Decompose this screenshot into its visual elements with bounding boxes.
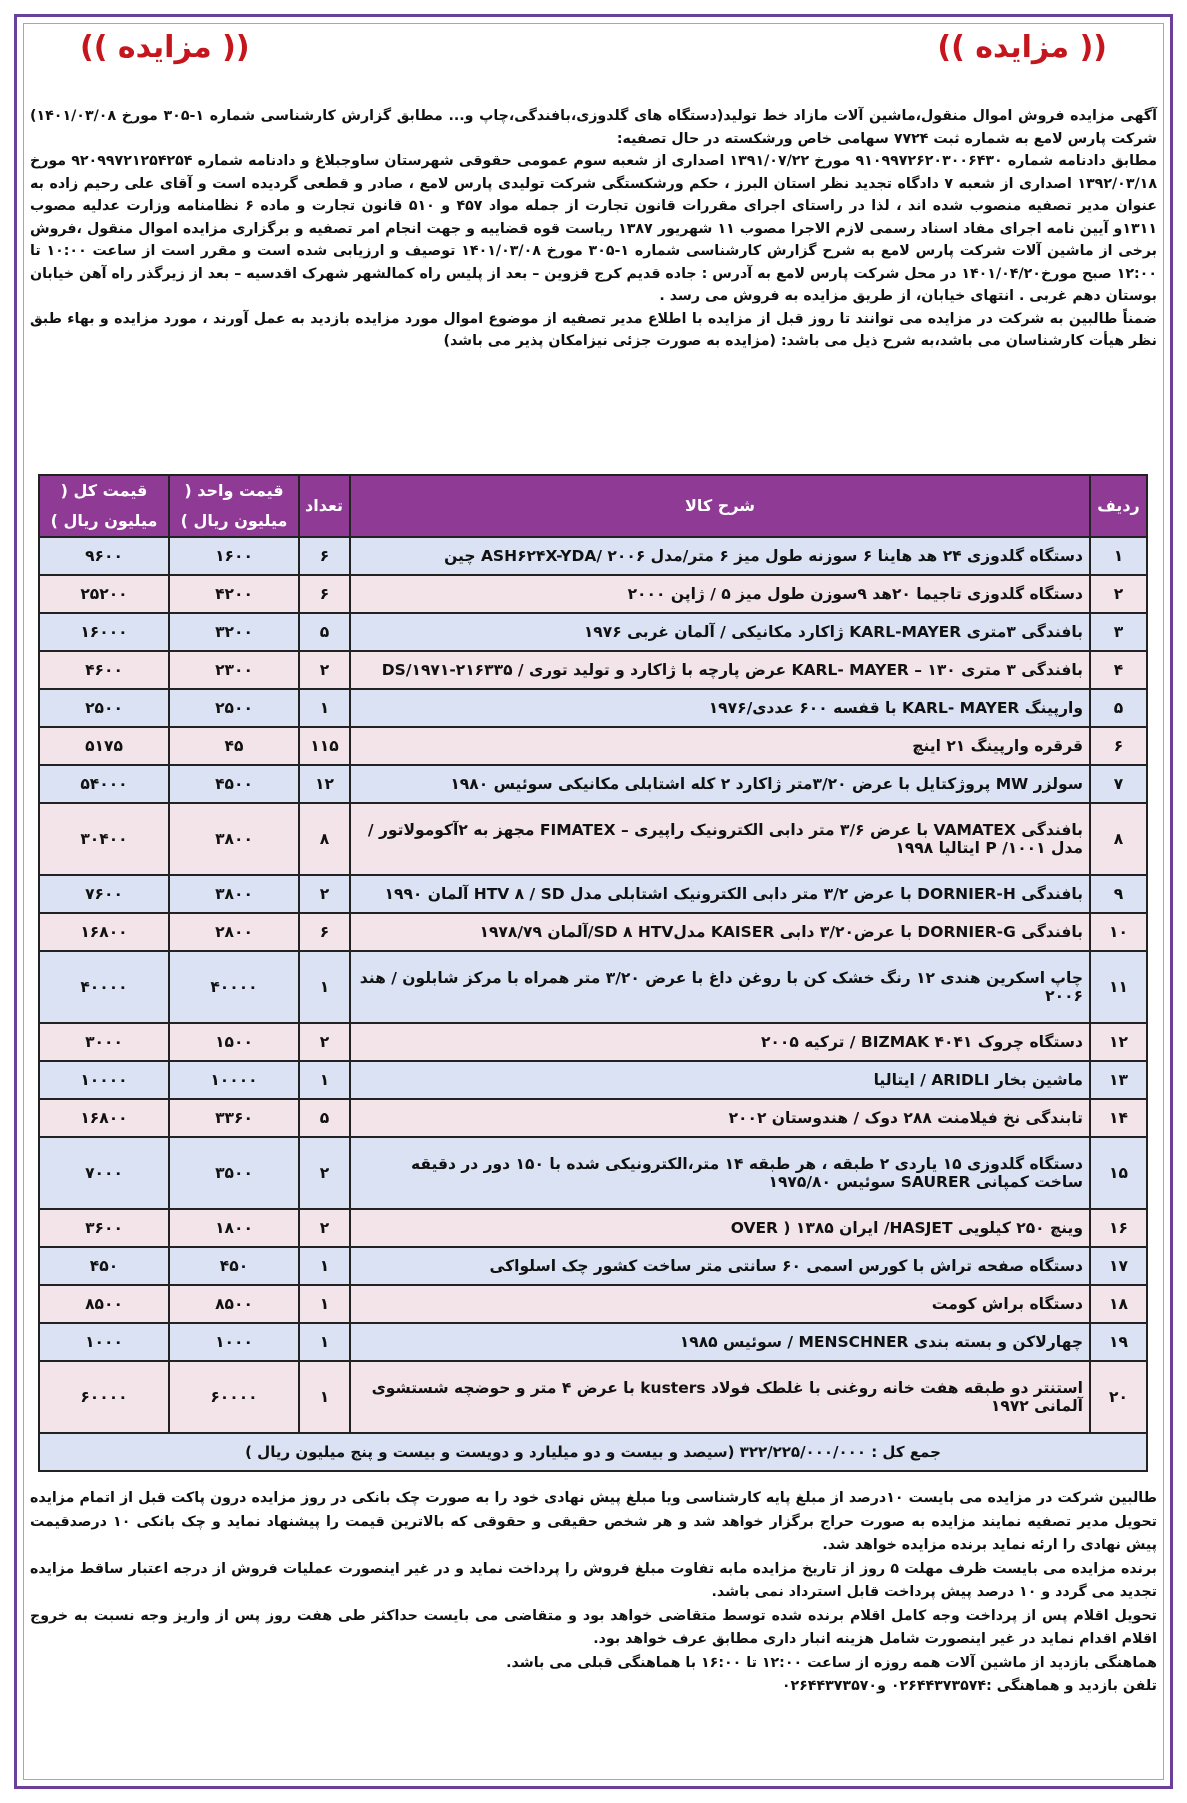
cell-unit-price: ۳۸۰۰ (169, 803, 299, 875)
cell-row-number: ۲ (1090, 575, 1147, 613)
cell-unit-price: ۲۸۰۰ (169, 913, 299, 951)
cell-row-number: ۹ (1090, 875, 1147, 913)
cell-unit-price: ۸۵۰۰ (169, 1285, 299, 1323)
cell-quantity: ۲ (299, 651, 350, 689)
cell-description: دستگاه صفحه تراش با کورس اسمی ۶۰ سانتی متر ساخت کشور چک اسلواکی (350, 1247, 1090, 1285)
cell-total-price: ۳۶۰۰ (39, 1209, 169, 1247)
cell-quantity: ۱ (299, 1061, 350, 1099)
cell-quantity: ۶ (299, 913, 350, 951)
cell-quantity: ۱ (299, 1361, 350, 1433)
cell-total-price: ۱۰۰۰۰ (39, 1061, 169, 1099)
cell-quantity: ۱ (299, 1247, 350, 1285)
cell-row-number: ۸ (1090, 803, 1147, 875)
cell-quantity: ۸ (299, 803, 350, 875)
cell-quantity: ۲ (299, 1023, 350, 1061)
cell-total-price: ۵۴۰۰۰ (39, 765, 169, 803)
table-row (39, 1323, 1147, 1361)
cell-description: بافندگی ۳ متری KARL- MAYER – ۱۳۰ عرض پارچه با ژاکارد و تولید توری / DS/۱۹۷۱-۲۱۶۳۳۵ (350, 651, 1090, 689)
cell-description: دستگاه چروک BIZMAK ۴۰۴۱ / ترکیه ۲۰۰۵ (350, 1023, 1090, 1061)
cell-unit-price: ۳۵۰۰ (169, 1137, 299, 1209)
table-row (39, 689, 1147, 727)
intro-paragraph: آگهی مزایده فروش اموال منقول،ماشین آلات مازاد خط تولید(دستگاه های گلدوزی،بافندگی،چاپ و... مطابق گزارش کارشناسی شماره ۱-۳۰۵ مورخ ۱۴۰۱/۰۳/۰۸) شرکت پارس لامع به شماره ثبت ۷۷۲۴ سهامی خاص ورشکسته در حال تصفیه: (30, 108, 1157, 147)
cell-quantity: ۱۱۵ (299, 727, 350, 765)
cell-unit-price: ۴۵۰۰ (169, 765, 299, 803)
cell-row-number: ۴ (1090, 651, 1147, 689)
cell-unit-price: ۲۳۰۰ (169, 651, 299, 689)
cell-row-number: ۱۷ (1090, 1247, 1147, 1285)
table-row (39, 913, 1147, 951)
header-total-price: قیمت کل ( میلیون ریال ) (39, 475, 169, 537)
cell-total-price: ۱۶۸۰۰ (39, 1099, 169, 1137)
header-description: شرح کالا (350, 475, 1090, 537)
header-unit-price: قیمت واحد ( میلیون ریال ) (169, 475, 299, 537)
cell-unit-price: ۳۳۶۰ (169, 1099, 299, 1137)
cell-description: دستگاه گلدوزی ۱۵ یاردی ۲ طبقه ، هر طبقه ۱۴ متر،الکترونیکی شده با ۱۵۰ دور در دقیقه ساخت کمپانی SAURER سوئیس ۱۹۷۵/۸۰ (350, 1137, 1090, 1209)
cell-row-number: ۵ (1090, 689, 1147, 727)
terms-paragraph: تحویل اقلام پس از پرداخت وجه کامل اقلام برنده شده توسط متقاضی خواهد بود و متقاضی می بایست حداکثر طی هفت روز پس از واریز وجه نسبت به خروج اقلام اقدام نماید در غیر اینصورت شامل هزینه انبار داری مطابق عرف خواهد بود. (30, 1607, 1157, 1647)
cell-total-price: ۳۰۴۰۰ (39, 803, 169, 875)
cell-row-number: ۱۴ (1090, 1099, 1147, 1137)
cell-quantity: ۶ (299, 537, 350, 575)
cell-total-price: ۴۶۰۰ (39, 651, 169, 689)
grand-total: جمع کل : ۳۲۲/۲۲۵/۰۰۰/۰۰۰ (سیصد و بیست و دو میلیارد و دویست و بیست و پنج میلیون ریال ) (39, 1433, 1147, 1471)
cell-quantity: ۱۲ (299, 765, 350, 803)
cell-unit-price: ۴۵ (169, 727, 299, 765)
cell-total-price: ۴۵۰ (39, 1247, 169, 1285)
cell-unit-price: ۴۰۰۰۰ (169, 951, 299, 1023)
cell-unit-price: ۴۵۰ (169, 1247, 299, 1285)
cell-quantity: ۲ (299, 1137, 350, 1209)
cell-quantity: ۲ (299, 1209, 350, 1247)
cell-unit-price: ۱۸۰۰ (169, 1209, 299, 1247)
cell-description: ماشین بخار ARIDLI / ایتالیا (350, 1061, 1090, 1099)
table-sum-row (39, 1433, 1147, 1471)
cell-description: چهارلاکن و بسته بندی MENSCHNER / سوئیس ۱۹۸۵ (350, 1323, 1090, 1361)
cell-description: استنتر دو طبقه هفت خانه روغنی با غلطک فولاد kusters با عرض ۴ متر و حوضچه شستشوی آلمانی ۱۹۷۲ (350, 1361, 1090, 1433)
table-row (39, 765, 1147, 803)
terms-paragraph: برنده مزایده می بایست ظرف مهلت ۵ روز از تاریخ مزایده مابه تفاوت مبلغ فروش را پرداخت نماید و در غیر اینصورت عملیات فروش از درجه اعتبار ساقط مزایده تجدید می گردد و ۱۰ درصد پیش پرداخت قابل استرداد نمی باشد. (30, 1560, 1158, 1600)
cell-unit-price: ۳۸۰۰ (169, 875, 299, 913)
cell-quantity: ۱ (299, 951, 350, 1023)
cell-total-price: ۷۶۰۰ (39, 875, 169, 913)
title-right: (( مزایده )) (937, 30, 1107, 65)
table-row (39, 1023, 1147, 1061)
terms-text (30, 1487, 1157, 1699)
table-row (39, 1137, 1147, 1209)
cell-row-number: ۱۱ (1090, 951, 1147, 1023)
terms-paragraph: طالبین شرکت در مزایده می بایست ۱۰درصد از مبلغ پایه کارشناسی ویا مبلغ پیش نهادی خود را به صورت چک بانکی در روز مزایده درون پاکت قبل از اتمام مزایده تحویل مدیر تصفیه نمایند مزایده به صورت حراج برگزار خواهد شد و هر شخص حقیقی و حقوقی که بالاترین قیمت را پیشنهاد نماید و چک بانکی ۱۰ درصدقیمت پیش نهادی را ارئه نماید برنده مزایده خواهد شد. (30, 1490, 1158, 1553)
cell-description: سولزر MW پروژکتایل با عرض ۳/۲۰متر ژاکارد ۲ کله اشتابلی مکانیکی سوئیس ۱۹۸۰ (350, 765, 1090, 803)
cell-unit-price: ۱۰۰۰ (169, 1323, 299, 1361)
terms-paragraph: هماهنگی بازدید از ماشین آلات همه روزه از ساعت ۱۲:۰۰ تا ۱۶:۰۰ با هماهنگی قبلی می باشد. (506, 1654, 1157, 1671)
table-row (39, 1099, 1147, 1137)
cell-total-price: ۱۶۰۰۰ (39, 613, 169, 651)
cell-total-price: ۵۱۷۵ (39, 727, 169, 765)
cell-quantity: ۱ (299, 689, 350, 727)
contact-phone: تلفن بازدید و هماهنگی :۰۲۶۴۴۳۷۳۵۷۴ و۰۲۶۴۴۳۷۳۵۷۰ (781, 1678, 1157, 1694)
cell-description: بافندگی ۳متری KARL-MAYER ژاکارد مکانیکی / آلمان غربی ۱۹۷۶ (350, 613, 1090, 651)
cell-unit-price: ۴۲۰۰ (169, 575, 299, 613)
cell-total-price: ۱۰۰۰ (39, 1323, 169, 1361)
header-quantity: تعداد (299, 475, 350, 537)
cell-total-price: ۴۰۰۰۰ (39, 951, 169, 1023)
cell-row-number: ۱۵ (1090, 1137, 1147, 1209)
cell-quantity: ۲ (299, 875, 350, 913)
table-row (39, 803, 1147, 875)
cell-total-price: ۲۵۲۰۰ (39, 575, 169, 613)
cell-total-price: ۱۶۸۰۰ (39, 913, 169, 951)
table-row (39, 651, 1147, 689)
table-row (39, 1061, 1147, 1099)
cell-row-number: ۱۶ (1090, 1209, 1147, 1247)
cell-unit-price: ۱۵۰۰ (169, 1023, 299, 1061)
cell-description: بافندگی DORNIER-H با عرض ۳/۲ متر دابی الکترونیک اشتابلی مدل HTV ۸ / SD آلمان ۱۹۹۰ (350, 875, 1090, 913)
cell-quantity: ۵ (299, 613, 350, 651)
table-row (39, 537, 1147, 575)
cell-total-price: ۶۰۰۰۰ (39, 1361, 169, 1433)
cell-description: وارپینگ KARL- MAYER با قفسه ۶۰۰ عددی/۱۹۷۶ (350, 689, 1090, 727)
cell-row-number: ۱۲ (1090, 1023, 1147, 1061)
cell-description: قرقره وارپینگ ۲۱ اینچ (350, 727, 1090, 765)
cell-unit-price: ۱۰۰۰۰ (169, 1061, 299, 1099)
cell-total-price: ۸۵۰۰ (39, 1285, 169, 1323)
cell-row-number: ۱۹ (1090, 1323, 1147, 1361)
cell-unit-price: ۶۰۰۰۰ (169, 1361, 299, 1433)
cell-quantity: ۱ (299, 1285, 350, 1323)
cell-row-number: ۷ (1090, 765, 1147, 803)
cell-quantity: ۶ (299, 575, 350, 613)
cell-row-number: ۳ (1090, 613, 1147, 651)
header-row-number: ردیف (1090, 475, 1147, 537)
cell-description: چاپ اسکرین هندی ۱۲ رنگ خشک کن با روغن داغ با عرض ۳/۲۰ متر همراه با مرکز شابلون / هند ۲۰۰۶ (350, 951, 1090, 1023)
cell-description: دستگاه گلدوزی ۲۴ هد هاینا ۶ سوزنه طول میز ۶ متر/مدل ASH۶۲۴X-YDA/ ۲۰۰۶ چین (350, 537, 1090, 575)
cell-unit-price: ۱۶۰۰ (169, 537, 299, 575)
table-row (39, 1285, 1147, 1323)
table-row (39, 951, 1147, 1023)
cell-quantity: ۱ (299, 1323, 350, 1361)
cell-description: تابندگی نخ فیلامنت ۲۸۸ دوک / هندوستان ۲۰۰۲ (350, 1099, 1090, 1137)
cell-description: وینچ ۲۵۰ کیلویی HASJET/ ایران ۱۳۸۵ ( OVER (350, 1209, 1090, 1247)
cell-unit-price: ۲۵۰۰ (169, 689, 299, 727)
cell-description: بافندگی DORNIER-G با عرض۳/۲۰ دابی KAISER مدلSD ۸ HTV/آلمان ۱۹۷۸/۷۹ (350, 913, 1090, 951)
cell-row-number: ۶ (1090, 727, 1147, 765)
cell-unit-price: ۳۲۰۰ (169, 613, 299, 651)
cell-total-price: ۷۰۰۰ (39, 1137, 169, 1209)
cell-description: دستگاه گلدوزی تاجیما ۲۰هد ۹سوزن طول میز ۵ / ژاپن ۲۰۰۰ (350, 575, 1090, 613)
intro-text (30, 105, 1157, 353)
table-row (39, 875, 1147, 913)
cell-total-price: ۳۰۰۰ (39, 1023, 169, 1061)
intro-paragraph: ضمناً طالبین به شرکت در مزایده می توانند تا روز قبل از مزایده با اطلاع مدیر تصفیه از موضوع اموال مورد مزایده بازدید به عمل آورند ، مورد مزایده و بهاء طبق نظر هیأت کارشناسان می باشد،به شرح ذیل می باشد: (مزایده به صورت جزئی نیزامکان پذیر می باشد) (30, 310, 1157, 349)
table-row (39, 1361, 1147, 1433)
table-row (39, 613, 1147, 651)
cell-row-number: ۱ (1090, 537, 1147, 575)
cell-quantity: ۵ (299, 1099, 350, 1137)
cell-total-price: ۲۵۰۰ (39, 689, 169, 727)
cell-row-number: ۲۰ (1090, 1361, 1147, 1433)
table-row (39, 575, 1147, 613)
table-row (39, 727, 1147, 765)
cell-total-price: ۹۶۰۰ (39, 537, 169, 575)
cell-description: بافندگی VAMATEX با عرض ۳/۶ متر دابی الکترونیک راپیری – FIMATEX مجهز به ۲آکومولاتور / مدل ۱۰۰۱/ P ایتالیا ۱۹۹۸ (350, 803, 1090, 875)
cell-row-number: ۱۰ (1090, 913, 1147, 951)
table-row (39, 1247, 1147, 1285)
items-table (38, 474, 1148, 1472)
table-header-row (39, 475, 1147, 537)
cell-row-number: ۱۳ (1090, 1061, 1147, 1099)
cell-description: دستگاه براش کومت (350, 1285, 1090, 1323)
intro-paragraph: مطابق دادنامه شماره ۹۱۰۹۹۷۲۶۲۰۳۰۰۶۴۳۰ مورخ ۱۳۹۱/۰۷/۲۲ اصداری از شعبه سوم عمومی حقوقی شهرستان ساوجبلاغ و دادنامه شماره ۹۲۰۹۹۷۲۱۲۵۴۲۵۴ مورخ ۱۳۹۲/۰۳/۱۸ اصداری از شعبه ۷ دادگاه تجدید نظر استان البرز ، حکم ورشکستگی شرکت تولیدی پارس لامع ، صادر و قطعی گردیده است و آقای علی رحیم زاده به عنوان مدیر تصفیه منصوب شده اند ، لذا در راستای اجرای مقررات قانون تجارت از جمله مواد ۴۵۷ و ۵۱۰ قانون تجارت و ماده ۶ نظامنامه وزارت عدلیه مصوب ۱۳۱۱و آیین نامه اجرای مفاد اسناد رسمی لازم الاجرا مصوب ۱۱ شهریور ۱۳۸۷ ریاست قوه قضاییه و جهت انجام امر تصفیه و برگزاری مزایده اموال منقول ،فروش برخی از ماشین آلات شرکت پارس لامع به شرح گزارش کارشناسی شماره ۱-۳۰۵ مورخ ۱۴۰۱/۰۳/۰۸ توصیف و ارزیابی شده است و مقرر است از ساعت ۱۰:۰۰ تا ۱۲:۰۰ صبح مورخ۱۴۰۱/۰۴/۲۰ در محل شرکت پارس لامع به آدرس : جاده قدیم کرج قزوین – بعد از پلیس راه کمالشهر شهرک اقدسیه – بعد از زیرگذر راه آهن خیابان بوستان دهم غربی . انتهای خیابان، از طریق مزایده به فروش می رسد . (30, 153, 1158, 304)
cell-row-number: ۱۸ (1090, 1285, 1147, 1323)
table-row (39, 1209, 1147, 1247)
title-left: (( مزایده )) (80, 30, 250, 65)
